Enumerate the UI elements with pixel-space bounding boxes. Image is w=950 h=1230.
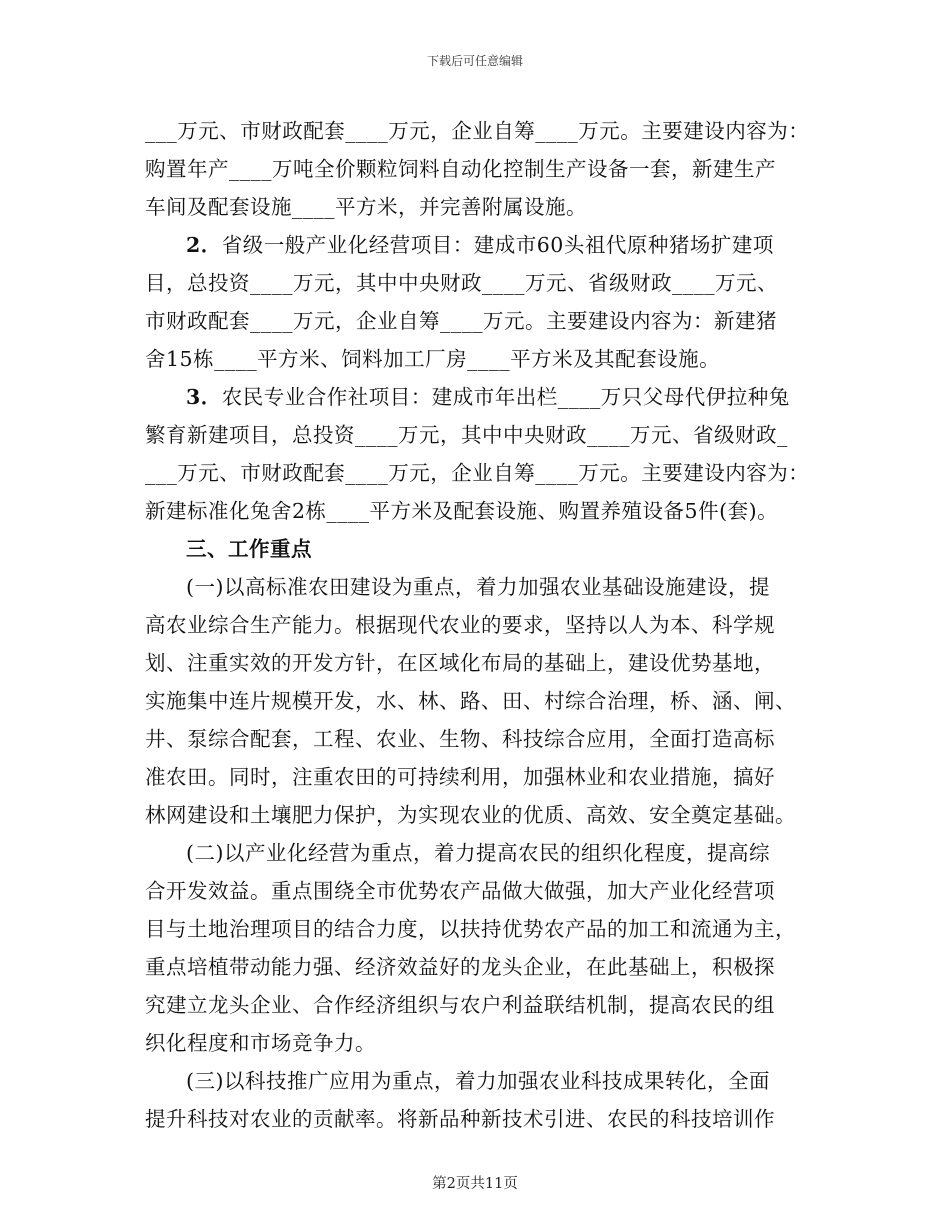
line-text: 提升科技对农业的贡献率。将新品种新技术引进、农民的科技培训作: [145, 1107, 775, 1131]
text-line: [145, 872, 810, 910]
line-text: 购置年产____万吨全价颗粒饲料自动化控制生产设备一套，新建生产: [145, 157, 776, 181]
line-text: 舍15栋____平方米、饲料加工厂房____平方米及其配套设施。: [145, 347, 721, 371]
document-body: [145, 112, 810, 1138]
text-line: [145, 568, 810, 606]
line-text: 实施集中连片规模开发，水、林、路、田、村综合治理，桥、涵、闸、: [145, 689, 796, 713]
text-line: [145, 1024, 810, 1062]
line-text: 高农业综合生产能力。根据现代农业的要求，坚持以人为本、科学规: [145, 613, 775, 637]
line-text: 省级一般产业化经营项目：建成市60头祖代原种猪场扩建项: [221, 233, 774, 257]
text-line: [145, 720, 810, 758]
line-text: 目与土地治理项目的结合力度，以扶持优势农产品的加工和流通为主，: [145, 917, 796, 941]
page-header: 下载后可任意编辑: [426, 54, 523, 68]
item-number: 2．: [186, 233, 222, 257]
text-line: [145, 150, 810, 188]
text-line: [145, 302, 810, 340]
item-number: 3．: [186, 385, 222, 409]
line-text: 林网建设和土壤肥力保护，为实现农业的优质、高效、安全奠定基础。: [145, 803, 796, 827]
line-text: (三)以科技推广应用为重点，着力加强农业科技成果转化，全面: [186, 1069, 770, 1093]
text-line: [145, 530, 810, 568]
line-text: 农民专业合作社项目：建成市年出栏____万只父母代伊拉种兔: [221, 385, 790, 409]
line-text: 划、注重实效的开发方针，在区域化布局的基础上，建设优势基地，: [145, 651, 775, 675]
line-text: 准农田。同时，注重农田的可持续利用，加强林业和农业措施，搞好: [145, 765, 775, 789]
text-line: [145, 188, 810, 226]
text-line: [145, 948, 810, 986]
text-line: [145, 492, 810, 530]
line-text: 三、工作重点: [186, 537, 312, 561]
text-line: [145, 340, 810, 378]
line-text: ___万元、市财政配套____万元，企业自筹____万元。主要建设内容为：: [145, 461, 810, 485]
text-line: [145, 834, 810, 872]
line-text: 合开发效益。重点围绕全市优势农产品做大做强，加大产业化经营项: [145, 879, 775, 903]
text-line: [145, 796, 810, 834]
line-text: (一)以高标准农田建设为重点，着力加强农业基础设施建设，提: [186, 575, 770, 599]
line-text: (二)以产业化经营为重点，着力提高农民的组织化程度，提高综: [186, 841, 770, 865]
text-line: [145, 644, 810, 682]
line-text: ___万元、市财政配套____万元，企业自筹____万元。主要建设内容为：: [145, 119, 810, 143]
text-line: [145, 1100, 810, 1138]
line-text: 究建立龙头企业、合作经济组织与农户利益联结机制，提高农民的组: [145, 993, 775, 1017]
line-text: 重点培植带动能力强、经济效益好的龙头企业，在此基础上，积极探: [145, 955, 775, 979]
text-line: [145, 986, 810, 1024]
text-line: [145, 606, 810, 644]
text-line: [145, 378, 810, 416]
line-text: 车间及配套设施____平方米，并完善附属设施。: [145, 195, 587, 219]
text-line: [145, 264, 810, 302]
text-line: [145, 416, 810, 454]
text-line: [145, 682, 810, 720]
line-text: 繁育新建项目，总投资____万元，其中中央财政____万元、省级财政_: [145, 423, 788, 447]
text-line: [145, 1062, 810, 1100]
line-text: 井、泵综合配套，工程、农业、生物、科技综合应用，全面打造高标: [145, 727, 775, 751]
text-line: [145, 758, 810, 796]
line-text: 目，总投资____万元，其中中央财政____万元、省级财政____万元、: [145, 271, 778, 295]
page-footer: 第2页共11页: [432, 1176, 518, 1192]
text-line: [145, 226, 810, 264]
line-text: 新建标准化兔舍2栋____平方米及配套设施、购置养殖设备5件(套)。: [145, 499, 779, 523]
line-text: 市财政配套____万元，企业自筹____万元。主要建设内容为：新建猪: [145, 309, 777, 333]
text-line: [145, 910, 810, 948]
line-text: 织化程度和市场竞争力。: [145, 1031, 376, 1055]
text-line: [145, 112, 810, 150]
text-line: [145, 454, 810, 492]
